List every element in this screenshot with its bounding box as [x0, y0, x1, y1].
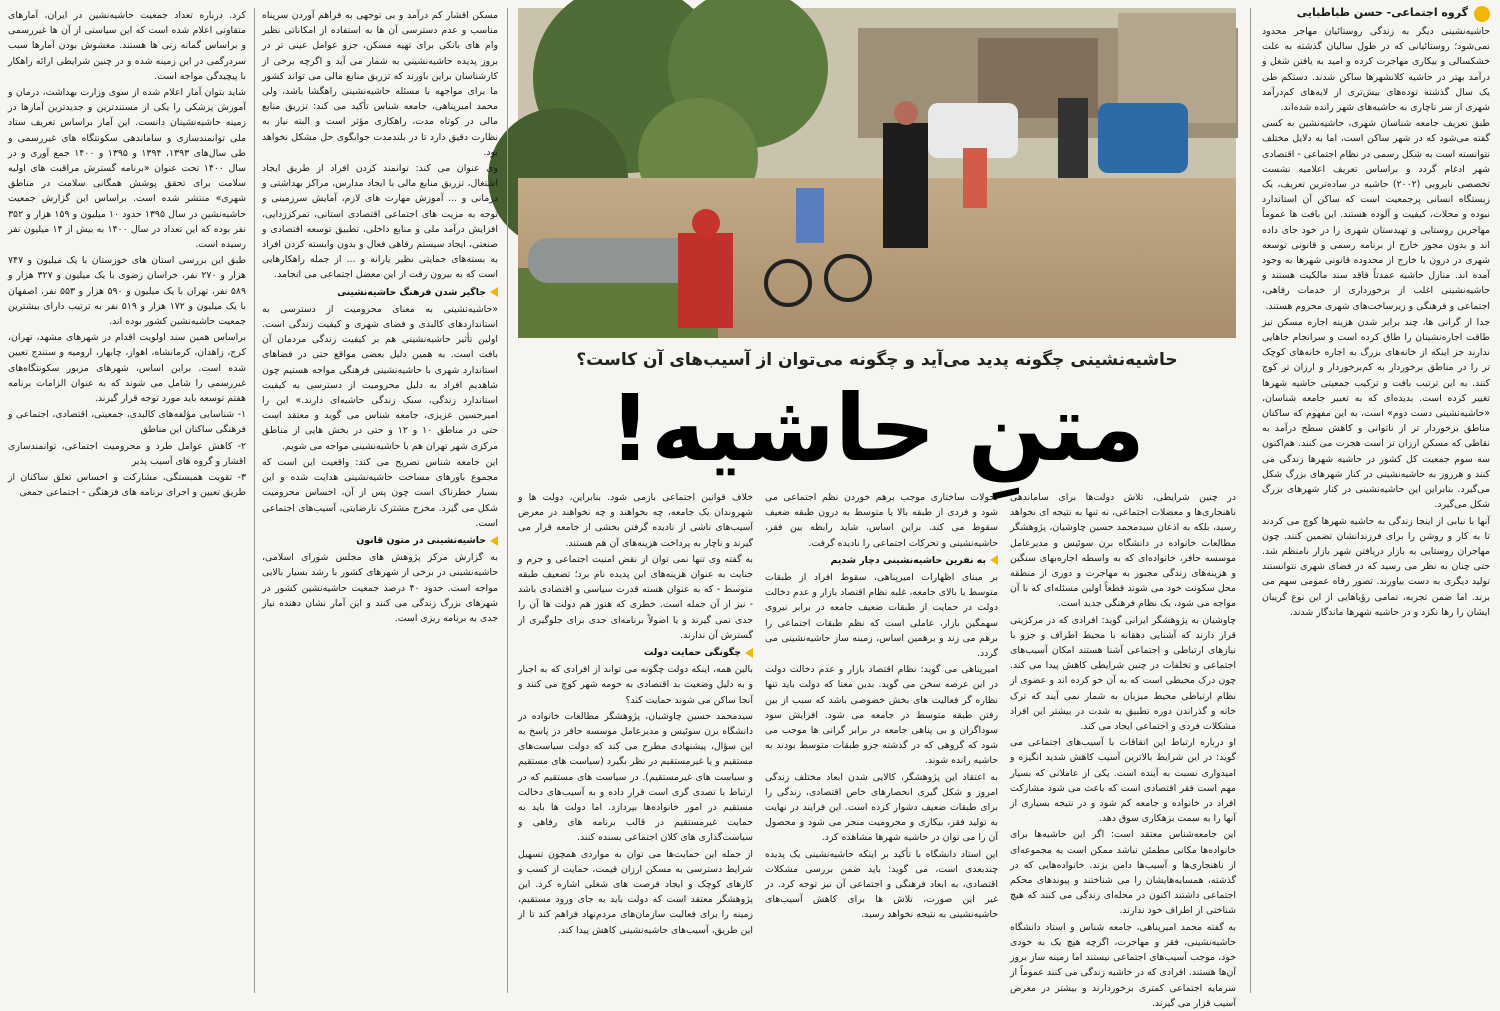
column-6 — [8, 8, 246, 994]
list-item: ۳- تقویت همبستگی، مشارکت و احساس تعلق ساکنان از طریق تعیین و اجرای برنامه های فرهنگی - اجتماعی جمعی — [8, 472, 246, 499]
column-2 — [1010, 490, 1236, 1009]
paragraph: کرد. درباره تعداد جمعیت حاشیه‌نشین در ایران، آمارهای متفاوتی اعلام شده است که این سیاستی از آن ها غیررسمی و براساس گمانه زنی ها هستند. مغشوش بودن آمارها سبب سردرگمی در این زمینه شده و در چنین شرایطی ارائه راهکار با پیچیدگی مواجه است. — [8, 10, 246, 82]
paragraph: بالین همه، اینکه دولت چگونه می تواند از افرادی که به اجبار و به دلیل وضعیت بد اقتصادی به حومه شهر کوچ می کنند و آنجا ساکن می شوند حمایت کند؟ — [518, 664, 753, 706]
paragraph: شاید بتوان آمار اعلام شده از سوی وزارت بهداشت، درمان و آموزش پزشکی را یکی از مستندترین و جدیدترین آمارها در زمینه حاشیه‌نشینان دانست. این آمار براساس تعریف ستاد ملی توانمندسازی و ساماندهی سکونتگاه های غیررسمی و طی سال‌های ۱۳۹۳، ۱۳۹۴ و ۱۳۹۵ و ۱۴۰۰ جمع آوری و در سال ۱۴۰۰ تحت عنوان «برنامه گسترش مراقبت های اولیه سلامت برای تحقق پوشش همگانی سلامت در مناطق شهری» منتشر شده است. براساس این گزارش جمعیت حاشیه‌نشین در سال ۱۳۹۵ حدود ۱۰ میلیون و ۱۵۹ هزار و ۳۵۲ نفر بوده که این تعداد در سال ۱۴۰۰ به بیش از ۱۴ میلیون نفر رسیده است. — [8, 87, 247, 251]
paragraph: او درباره ارتباط این اتفاقات با آسیب‌های اجتماعی می گوید: در این شرایط بالاترین آسیب کاهش شدید انگیزه و امیدواری نسبت به آینده است. یکی از عاملانی که بسیار مهم است فقر اقتصادی است که باعث می شود مشارکت افراد در خانواده و جامعه کم شود و در نتیجه بسیاری از آنها را به سمت بزهکاری سوق دهد. — [1010, 737, 1236, 825]
byline: گروه اجتماعی- حسن طباطبایی — [1296, 6, 1468, 19]
paragraph: امیرپناهی می گوید: نظام اقتصاد بازار و عدم دخالت دولت در این عرصه سخن می گوید. بدین معنا که دولت باید تنها نظاره گر فعالیت های بخش خصوصی باشد که سبب از بین رفتن طبقه متوسط در جامعه می شود. افزایش سود سوداگران و بی پناهی جامعه در برابر گرانی ها موجب می شود که گروهی که در گذشته جزو طبقات متوسط بودند به حاشیه رانده شوند. — [765, 664, 998, 767]
paragraph: از جمله این حمایت‌ها می توان به مواردی همچون تسهیل شرایط دسترسی به مسکن ارزان قیمت، حمایت از کسب و کارهای کوچک و ایجاد فرصت های شغلی اشاره کرد. این پژوهشگر معتقد است که دولت باید به جای ورود مستقیم، زمینه را برای فعالیت سازمان‌های مردم‌نهاد فراهم کند تا از این طریق، آسیب‌های حاشیه‌نشینی کاهش پیدا کند. — [518, 848, 753, 936]
column-3 — [765, 490, 998, 994]
bullet-triangle-icon — [990, 555, 998, 565]
article-photo — [518, 8, 1236, 338]
bullet-triangle-icon — [490, 536, 498, 546]
paragraph: جدا از گرانی ها، چند برابر شدن هزینه اجاره مسکن نیز طاقت اجاره‌نشینان را طاق کرده است و سرانجام جاهایی ندارند جز اینکه از خانه‌های بزرگ به اجاره خانه‌های کوچک تر را در مناطق برخوردار به کم‌برخوردار و ارزان تر کوچ کنند. به این ترتیب بافت و ترکیب جمعیتی حاشیه شهرها تغییر کرده است. بدیده‌ای که به تعبیر جامعه شناسان، «حاشیه‌نشینی دست دوم» است، به این مفهوم که ساکنان مناطق برخوردار تر از ناتوانی و کاهش سطح درآمد به نقاطی که مسکن ارزان تر است هجرت می کنند. هم‌اکنون سه سوم جمعیت کل کشور در حاشیه شهرها زندگی می کنند و هرروز به حاشیه‌نشینی در کنار شهرهای بزرگ شکل می‌گیرد. بنابراین این حاشیه‌نشینی در کنار شهرهای بزرگ شکل می‌گیرد. — [1262, 316, 1490, 511]
paragraph: طبق تعریف جامعه شناسان شهری، حاشیه‌نشین به کسی گفته می‌شود که در شهر ساکن است، اما به دلایل مختلف نتوانسته است به شکل رسمی در نظام اجتماعی - اقتصادی شهر ادغام گردد و براساس تعریف اعلامیه نشست تخصصی نایروبی (۲۰۰۲) حاشیه در ساده‌ترین تعریف، یک زیستگاه انسانی پرجمعیت است که ساکن آن استاندارد نبوده و محلات، کیفیت و آلوده هستند. این بافت ها عموماً مهاجرین روستایی و تهیدستان شهری را در خود جای داده اند و بدون مجوز خارج از برنامه رسمی و قانونی توسعه شهری در درون یا خارج از محدوده قانونی شهرها به وجود آمده اند. منازل حاشیه عمدتاً فاقد سند مالکیت هستند و حاشیه‌نشینی اغلب از برخورداری از خدمات رفاهی، اجتماعی و فرهنگی و زیرساخت‌های شهری محروم هستند. — [1262, 118, 1490, 312]
subheading: حاشیه‌نشینی در متون قانون — [262, 533, 498, 548]
list-item: ۲- کاهش عوامل طرد و محرومیت اجتماعی، توانمندسازی اقشار و گروه های آسیب پذیر — [8, 440, 246, 467]
paragraph: براساس همین سند اولویت اقدام در شهرهای مشهد، تهران، کرج، زاهدان، کرمانشاه، اهواز، چابهار، ارومیه و سنندج تعیین شده است. براین اساس، شهرهای مزبور سکونتگاه‌های غیررسمی را شامل می شوند که به عنوان الزامات برنامه هفتم توسعه باید مورد توجه قرار گیرند. — [8, 332, 246, 405]
column-1 — [1262, 24, 1490, 994]
paragraph: تحولات ساختاری موجب برهم خوردن نظم اجتماعی می شود و فردی از طبقه بالا یا متوسط به درون طبقه ضعیف سقوط می کند. براین اساس، شاید رابطه بین فقر، حاشیه‌نشینی و تحرکات اجتماعی را نادیده گرفت. — [765, 492, 998, 549]
section-logo-icon — [1474, 6, 1490, 22]
list-item: ۱- شناسایی مؤلفه‌های کالبدی، جمعیتی، اقتصادی، اجتماعی و فرهنگی ساکنان این مناطق — [8, 409, 246, 436]
subheading: به نفرین حاشیه‌نشینی دچار شدیم — [765, 553, 998, 568]
paragraph: حاشیه‌نشینی دیگر به زندگی روستائیان مهاجر محدود نمی‌شود؛ روستائیانی که در طول سالیان گذشته به علت خشکسالی و بیکاری مهاجرت کرده و امید به یافتن شغل و درآمد بهتر در حاشیه کلانشهرها ساکن شدند. دستکم طی یک سال گذشته توده‌های بیش‌تری از لایه‌های کم‌درآمد شهری از سر ناچاری به حاشیه‌های شهر رانده شده‌اند. — [1262, 26, 1490, 114]
paragraph: چاوشیان به پژوهشگر ایرانی گوید: افرادی که در مرکزیتی قرار دارند که آشنایی دهقانه با محیط اطراف و جزو با نیازهای ارتباطی و اجتماعی آشنا هستند امکان آسیب‌های اجتماعی و تخلفات در چنین شرایطی کاهش پیدا می کند. چون درک محیطی است که به آن خو کرده اند و عضوی از نظام ارتباطی محیط میزبان به شمار نمی آیند که ترک خانه و گذراندن دوره تطبیق به شدت در بیشتر این افراد مشکلات فردی و اجتماعی ایجاد می کند. — [1010, 614, 1236, 733]
column-divider — [1250, 8, 1251, 993]
bullet-triangle-icon — [745, 648, 753, 658]
subheading: جاگیر شدن فرهنگ حاشیه‌نشینی — [262, 285, 498, 300]
paragraph: این استاد دانشگاه با تأکید بر اینکه حاشیه‌نشینی یک پدیده چندبعدی است، می گوید: باید ضمن بررسی مشکلات اقتصادی، به ابعاد فرهنگی و اجتماعی آن نیز توجه کرد. در غیر این صورت، تلاش ها برای کاهش آسیب‌های حاشیه‌نشینی به نتیجه نخواهد رسید. — [765, 848, 998, 921]
paragraph: خلاف قوانین اجتماعی بازمی شود. بنابراین، دولت ها و شهروندان یک جامعه، چه بخواهند و چه نخواهند در معرض آسیب‌های ناشی از نادیده گرفتن بخشی از جامعه قرار می گیرند و ناچار به پرداخت هزینه‌های آن هم هستند. — [518, 492, 753, 549]
bullet-triangle-icon — [490, 287, 498, 297]
paragraph: «حاشیه‌نشینی به معنای محرومیت از دسترسی به استانداردهای کالبدی و فضای شهری و کیفیت زندگی است. اولین تأثیر حاشیه‌نشینی هم بر کیفیت زندگی مردمان آن بافت است. به همین دلیل بعضی مواقع حتی در فضاهای استاندارد شهری با حاشیه‌نشینی فرهنگی مواجه هستیم چون شاهدیم افراد به دلیل محرومیت از دسترسی به کیفیت استاندارد زندگی، سبک زندگی حاشیه‌ای دارند.» این را امیرحسین عزیزی، جامعه شناس می گوید و معتقد است حتی در مناطق ۱۰ و ۱۲ و حتی در بخش هایی از مناطق مرکزی شهر تهران هم با حاشیه‌نشینی مواجه می شویم. — [262, 303, 498, 452]
paragraph: به گزارش مرکز پژوهش های مجلس شورای اسلامی، حاشیه‌نشینی در برخی از شهرهای کشور با رشد بسیار بالایی مواجه است. حدود ۴۰ درصد جمعیت حاشیه‌نشین کشور در شهرهای بزرگ زندگی می کنند و این آمار نشان دهنده نیاز جدی به برنامه ریزی است. — [262, 552, 498, 624]
paragraph: در چنین شرایطی، تلاش دولت‌ها برای ساماندهی ناهنجاری‌ها و معضلات اجتماعی، نه تنها به نتیجه ای نخواهد رسید، بلکه به اذعان سیدمحمد حسین چاوشیان، پژوهشگر مطالعات خانواده در دانشگاه برن سوئیس و مدیرعامل موسسه حافر، خانواده‌ای که به واسطه اجاره‌بهای سنگین و هزینه‌های زندگی مجبور به مهاجرت و دوری از منطقه محل سکونت خود می شوند قطعاً اولین مسئله‌ای که با آن مواجه می شود، یک نظام فرهنگی جدید است. — [1010, 492, 1236, 610]
column-5 — [262, 8, 498, 994]
paragraph: وی عنوان می کند: توانمند کردن افراد از طریق ایجاد اشتغال، تزریق منابع مالی با ایجاد مدارس، مراکز بهداشتی و درمانی و ... آموزش مهارت های لازم، آمایش سرزمینی و توجه به مزیت های اجتماعی اقتصادی استانی، تمرکززدایی، افزایش درآمد ملی و منابع داخلی، تطبیق توسعه اقتصادی و صنعتی، ایجاد سیستم رفاهی فعال و بدون وابسته کردن افراد به بسته‌های حمایتی نظیر یارانه و ... از جمله راهکارهایی است که به بیرون رفت از این معضل اجتماعی می انجامد. — [262, 163, 498, 281]
paragraph: به گفته محمد امیرپناهی، جامعه شناس و استاد دانشگاه حاشیه‌نشینی، فقر و مهاجرت، اگرچه هیچ یک به خودی خود، موجب آسیب‌های اجتماعی نیستند اما زمینه ساز بروز آن‌ها هستند. افرادی که در حاشیه زندگی می کنند عموماً از سرمایه اجتماعی کمتری برخوردارند و بیشتر در معرض آسیب قرار می گیرند. — [1010, 921, 1236, 1009]
subheading: چگونگی حمایت دولت — [518, 645, 753, 660]
page-title: متنِ حاشیه! — [609, 375, 1145, 482]
street-scene-illustration — [518, 8, 1236, 338]
paragraph: طبق این بررسی استان های خوزستان با یک میلیون و ۷۴۷ هزار و ۲۷۰ نفر، خراسان رضوی با یک میلیون و ۳۲۷ هزار و ۵۸۹ نفر، تهران با یک میلیون و ۵۹۰ هزار و ۵۵۳ نفر، اصفهان با یک میلیون و ۱۷۲ هزار و ۵۱۹ نفر به ترتیب دارای بیشترین جمعیت حاشیه‌نشین کشور بوده اند. — [8, 255, 246, 328]
paragraph: به اعتقاد این پژوهشگر، کالایی شدن ابعاد مختلف زندگی امروز و شکل گیری انحصارهای خاص اقتصادی، زندگی را برای طبقات ضعیف دشوار کرده است. این فرایند در نهایت به تولید فقر، بیکاری و محرومیت منجر می شود و محصول آن را می توان در حاشیه شهرها مشاهده کرد. — [765, 771, 998, 844]
paragraph: سیدمحمد حسین چاوشیان، پژوهشگر مطالعات خانواده در دانشگاه برن سوئیس و مدیرعامل موسسه حافر در پاسخ به این سؤال، پیشنهادی مطرح می کند که دولت سیاست‌های مستقیم و یا غیرمستقیم در نظر بگیرد (سیاست های مستقیم و سیاست های غیرمستقیم). در سیاست های مستقیم که در ارتباط با تصدی گری است قرار داده و به آسیب‌های دخالت مستقیم در امور خانواده‌ها بپردازد. اما دولت ها باید به حمایت غیرمستقیم در قالب برنامه های رفاهی و سیاست‌گذاری های کلان اجتماعی بسنده کنند. — [518, 710, 753, 844]
paragraph: مسکن اقشار کم درآمد و بی توجهی به فراهم آوردن سرپناه مناسب و عدم دسترسی آن ها به استفاده از امکاناتی نظیر وام های بانکی برای تهیه مسکن، جزو عوامل عینی تر در بروز پدیده حاشیه‌نشینی به شمار می آید و اگرچه برخی از کارشناسان براین باورند که تزریق منابع مالی می تواند کشور ما برای مواجهه با مسئله حاشیه‌نشینی راهگشا باشد، ولی محمد امیرپناهی، جامعه شناس تأکید می کند: تزریق منابع مالی در کوتاه مدت، راهکاری مؤثر است و البته نیاز به نظارت دقیق دارد تا در بلندمدت جوابگوی حل مشکل نخواهد بود. — [262, 10, 498, 158]
paragraph: این جامعه شناس تصریح می کند: واقعیت این است که مجموع باورهای مساحت حاشیه‌نشینی هدایت شده و این بسیار خطرناک است چون پس از آن، احساس محرومیت شکل می گیرد. مخرج مشترک نارضایتی، آسیب‌های اجتماعی است. — [262, 456, 498, 529]
paragraph: به گفته وی تنها نمی توان از نقض امنیت اجتماعی و جرم و جنایت به عنوان هزینه‌های این پدیده نام برد؛ تضعیف طبقه متوسط - که به عنوان هسته قدرت سیاسی و اقتصادی باشد - نیز از آن جمله است. خطری که هنوز هم دولت ها آن را جدی نمی گیرند و یا اصولاً برنامه‌ای جدی برای جلوگیری از گسترش آن ندارند. — [518, 553, 753, 641]
paragraph: بر مبنای اظهارات امیرپناهی، سقوط افراد از طبقات متوسط یا بالای جامعه، غلبه نظام اقتصاد بازار و عدم دخالت دولت در حمایت از طبقات ضعیف جامعه در برابر نیروی سهمگین بازار، عاملی است که نظم طبقات اجتماعی را برهم می زند و برهمین اساس، زمینه ساز حاشیه‌نشینی می گردد. — [765, 572, 998, 660]
headline-kicker: حاشیه‌نشینی چگونه پدید می‌آید و چگونه می‌توان از آسیب‌های آن کاست؟ — [576, 350, 1178, 370]
column-divider — [507, 8, 508, 993]
column-divider — [254, 8, 255, 993]
paragraph: آنها با نیابی از اینجا زندگی به حاشیه شهرها کوچ می کردند تا به کار و روشن را برای فرزندانشان تضمین کنند. چون مهاجران روستایی به بازار دریافتن شهر بازار نامنظم شد. حتی چنان به نظر می رسید که در فضای شهری نتوانستند تولید دیگری به دست بیاورند. تصور رفاه عمومی سهم می برند. اما ضمن تجربه، تمامی رؤیاهایی از این نوع گریبان ایشان را رها نکرد و در حاشیه شهرها ماندگار شدند. — [1262, 515, 1490, 618]
paragraph: این جامعه‌شناس معتقد است: اگر این حاشیه‌ها برای خانواده‌ها مکانی مطمئن نباشد ممکن است به مجموعه‌ای از ناهنجاری‌ها و آسیب‌ها دامن بزند. خانواده‌هایی که در گذشته، همسایه‌هایشان را می شناختند و پیوندهای محکم اجتماعی داشتند اکنون در محله‌ای زندگی می کنند که هیچ شناختی از اطراف خود ندارند. — [1010, 829, 1236, 917]
column-4 — [518, 490, 753, 994]
